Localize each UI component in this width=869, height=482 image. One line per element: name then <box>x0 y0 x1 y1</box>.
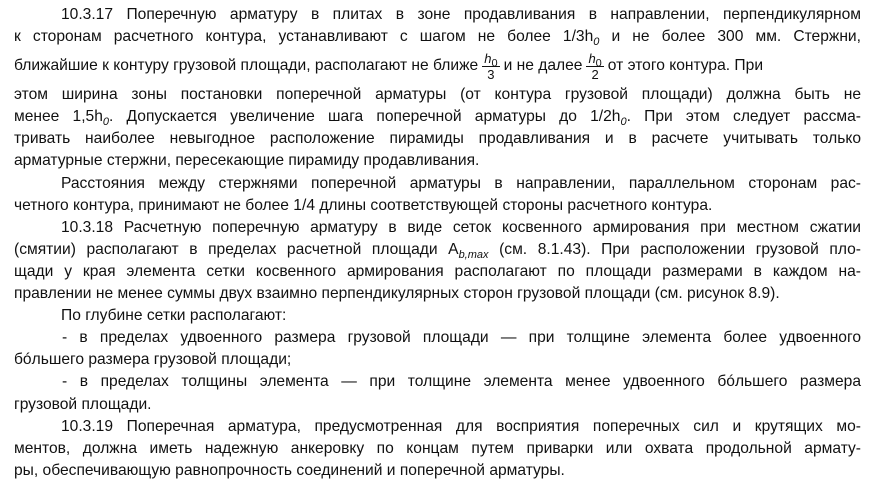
text: и не более 300 мм. Стержни, <box>599 28 861 46</box>
text: арматурные стержни, пересекающие пирамиду продавливания. <box>14 152 480 170</box>
subscript: 0 <box>595 57 602 70</box>
text: к сторонам расчетного контура, устанавливают с шагом не более 1/3h <box>14 28 594 46</box>
text: грузовой площади. <box>14 395 152 413</box>
text: (см. 8.1.43). При расположении грузовой пло- <box>488 240 861 258</box>
text: от этого контура. При <box>607 57 764 75</box>
paragraph-spacing-line-2 <box>14 195 861 217</box>
text: - в пределах толщины элемента — при толщине элемента менее удвоенного бóльшего размера <box>62 373 861 391</box>
text: ближайшие к контуру грузовой площади, располагают не ближе <box>14 57 479 75</box>
fraction-numerator: h <box>484 50 492 66</box>
subscript: 0 <box>620 116 627 129</box>
text: этом ширина зоны постановки поперечной арматуры (от контура грузовой площади) должна быть не <box>14 86 861 104</box>
text: щади у края элемента сетки косвенного армирования располагают по площади размерами в каждом на- <box>14 262 861 280</box>
clause-10-3-17-line-2 <box>14 26 861 48</box>
text: . При этом следует рассма- <box>626 108 861 126</box>
text: 10.3.18 Расчетную поперечную арматуру в виде сеток косвенного армирования при местном сжатии <box>61 218 861 236</box>
subscript: 0 <box>491 57 498 70</box>
subscript: b,max <box>458 248 489 261</box>
subscript: 0 <box>593 36 600 49</box>
clause-10-3-18-line-4 <box>14 283 861 305</box>
text: Расстояния между стержнями поперечной арматуры в направлении, параллельном сторонам рас- <box>61 174 861 192</box>
text: - в пределах удвоенного размера грузовой площади — при толщине элемента более удвоенного <box>62 329 861 347</box>
clause-10-3-17-line-4 <box>14 84 861 106</box>
fraction-numerator: h <box>588 50 596 66</box>
text: ментов, должна иметь надежную анкеровку по концам путем приварки или охвата продольной армату- <box>14 439 861 457</box>
clause-10-3-17-line-3 <box>14 48 861 84</box>
clause-10-3-17-line-5 <box>14 106 861 128</box>
text: и не далее <box>503 57 583 75</box>
text: 10.3.19 Поперечная арматура, предусмотренная для восприятия поперечных сил и крутящих мо- <box>61 417 861 435</box>
text: (смятии) располагают в пределах расчетной площади A <box>14 240 459 258</box>
clause-10-3-19-line-2 <box>14 438 861 460</box>
clause-10-3-18-line-3 <box>14 261 861 283</box>
text: четного контура, принимают не более 1/4 длины соответствующей стороны расчетного контура. <box>14 196 713 214</box>
paragraph-spacing-line-1 <box>14 173 861 195</box>
list-item-2-line-2 <box>14 394 861 416</box>
fraction-denominator: 2 <box>591 66 599 82</box>
fraction-denominator: 3 <box>487 66 495 82</box>
list-item-1-line-1 <box>14 327 861 349</box>
text: тривать наиболее невыгодное расположение пирамиды продавливания и в расчете учитывать только <box>14 130 861 148</box>
fraction-h0-over-2 <box>586 52 603 81</box>
text: правлении не менее суммы двух взаимно перпендикулярных сторон грузовой площади (см. рисунок 8.9). <box>14 285 780 303</box>
text: менее 1,5h <box>14 108 103 126</box>
clause-10-3-17-line-1 <box>14 4 861 26</box>
clause-10-3-19-line-3 <box>14 460 861 482</box>
list-item-1-line-2 <box>14 349 861 371</box>
paragraph-depth-intro <box>14 305 861 327</box>
text: . Допускается увеличение шага поперечной арматуры до 1/2h <box>109 108 621 126</box>
clause-10-3-18-line-2 <box>14 239 861 261</box>
clause-10-3-19-line-1 <box>14 416 861 438</box>
list-item-2-line-1 <box>14 371 861 393</box>
clause-10-3-17-line-7 <box>14 150 861 172</box>
clause-10-3-17-line-6 <box>14 128 861 150</box>
subscript: 0 <box>102 116 110 129</box>
text: бóльшего размера грузовой площади; <box>14 351 292 369</box>
fraction-h0-over-3 <box>482 52 499 81</box>
text: По глубине сетки располагают: <box>61 307 287 325</box>
text: ры, обеспечивающую равнопрочность соединений и поперечной арматуры. <box>14 461 565 479</box>
clause-10-3-18-line-1 <box>14 217 861 239</box>
text: 10.3.17 Поперечную арматуру в плитах в зоне продавливания в направлении, перпендикулярном <box>61 6 861 23</box>
